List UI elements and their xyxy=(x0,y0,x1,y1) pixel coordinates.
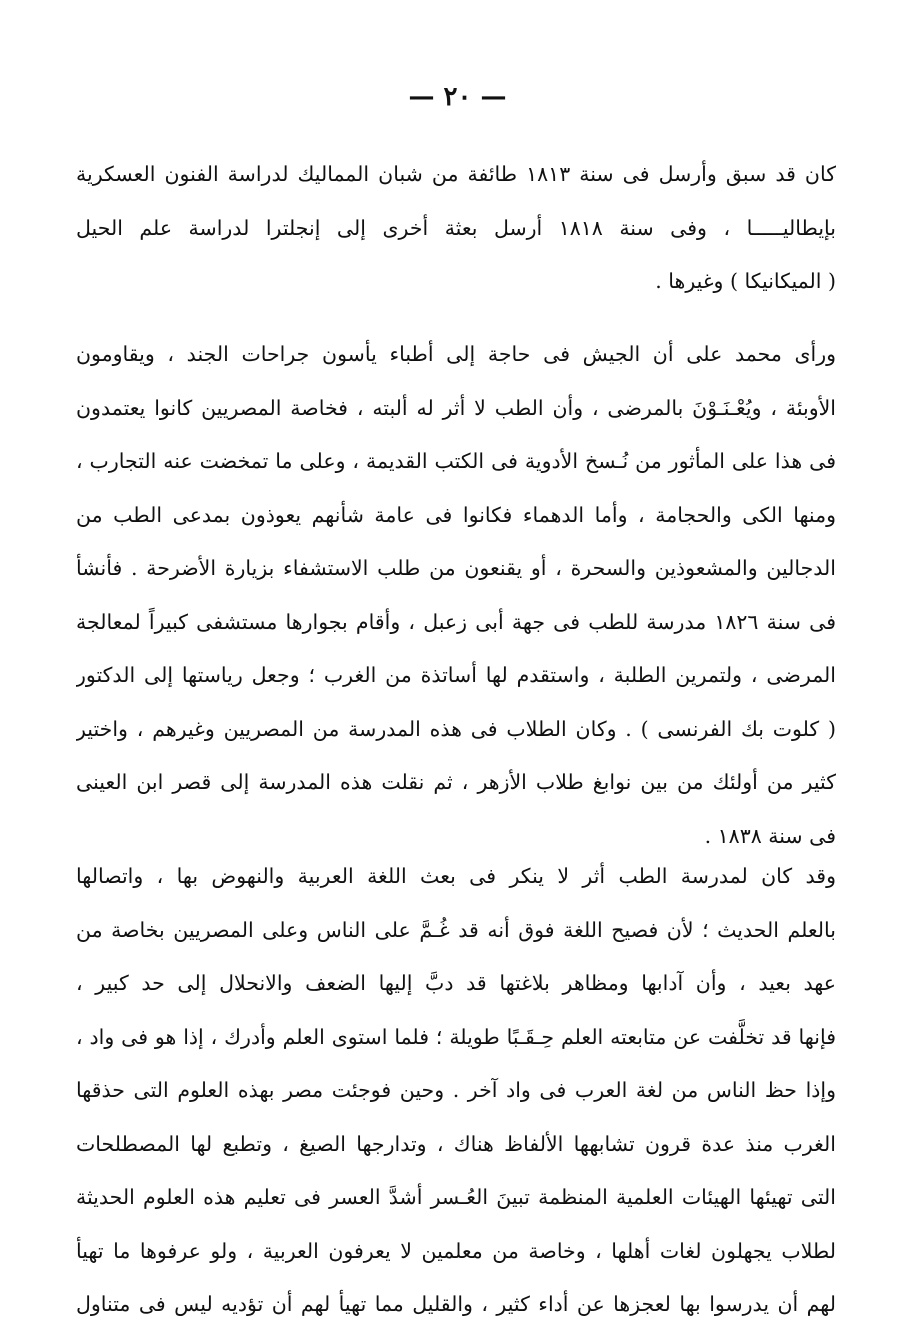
text-line: بإيطاليـــــا ، وفى سنة ١٨١٨ أرسل بعثة أخرى إلى إنجلترا لدراسة علم الحيل xyxy=(76,215,836,240)
text-line: لهم أن يدرسوا بها لعجزها عن أداء كثير ، والقليل مما تهيأ لهم أن تؤديه ليس فى متناول xyxy=(76,1292,836,1316)
text-line: لطلاب يجهلون لغات أهلها ، وخاصة من معلمين لا يعرفون العربية ، ولو عرفوها ما تهيأ xyxy=(76,1238,836,1263)
text-line: كان قد سبق وأرسل فى سنة ١٨١٣ طائفة من شبان المماليك لدراسة الفنون العسكرية xyxy=(76,162,836,186)
text-line: وإذا حظ الناس من لغة العرب فى واد آخر . وحين فوجئت مصر بهذه العلوم التى حذقها xyxy=(76,1078,836,1102)
paragraph-2 xyxy=(76,328,836,863)
text-line: الأوبئة ، ويُعْـنَـوْنَ بالمرضى ، وأن الطب لا أثر له ألبته ، فخاصة المصريين كانوا يعتمدون xyxy=(76,395,836,420)
text-line: ورأى محمد على أن الجيش فى حاجة إلى أطباء يأسون جراحات الجند ، ويقاومون xyxy=(76,342,836,366)
text-line: بالعلم الحديث ؛ لأن فصيح اللغة فوق أنه قد غُـمَّ على الناس وعلى المصريين بخاصة من xyxy=(76,917,836,942)
text-line: ( كلوت بك الفرنسى ) . وكان الطلاب فى هذه المدرسة من المصريين وغيرهم ، واختير xyxy=(76,716,836,741)
paragraph-1 xyxy=(76,148,836,309)
text-line: ومنها الكى والحجامة ، وأما الدهماء فكانوا فى عامة شأنهم يعوذون بمدعى الطب من xyxy=(76,502,836,527)
text-line: التى تهيئها الهيئات العلمية المنظمة تبينَ العُـسر أشدَّ العسر فى تعليم هذه العلوم الحديثة xyxy=(76,1185,836,1209)
text-line: فى سنة ١٨٣٨ . xyxy=(704,823,836,848)
text-line: عهد بعيد ، وأن آدابها ومظاهر بلاغتها قد دبَّ إليها الضعف والانحلال إلى حد كبير ، xyxy=(76,971,836,995)
text-line: فى هذا على المأثور من نُـسخ الأدوية فى الكتب القديمة ، وعلى ما تمخضت عنه التجارب ، xyxy=(76,449,836,473)
text-line: فإنها قد تخلَّفت عن متابعته العلم حِـقَـبًا طويلة ؛ فلما استوى العلم وأدرك ، إذا هو فى واد ، xyxy=(76,1024,836,1049)
text-line: المرضى ، ولتمرين الطلبة ، واستقدم لها أساتذة من الغرب ؛ وجعل رياستها إلى الدكتور xyxy=(76,663,836,687)
page-number: — ٢٠ — xyxy=(408,82,507,112)
text-line: الدجالين والمشعوذين والسحرة ، أو يقنعون من طلب الاستشفاء بزيارة الأضرحة . فأنشأ xyxy=(76,556,836,580)
text-line: الغرب منذ عدة قرون تشابهها الألفاظ هناك ، وتدارجها الصيغ ، وتطبع لها المصطلحات xyxy=(76,1131,836,1156)
text-line: كثير من أولئك من بين نوابغ طلاب الأزهر ، ثم نقلت هذه المدرسة إلى قصر ابن العينى xyxy=(76,770,836,794)
text-line: ( الميكانيكا ) وغيرها . xyxy=(655,269,836,293)
text-line: فى سنة ١٨٢٦ مدرسة للطب فى جهة أبى زعبل ، وأقام بجوارها مستشفى كبيراً لمعالجة xyxy=(76,609,836,634)
text-line: وقد كان لمدرسة الطب أثر لا ينكر فى بعث اللغة العربية والنهوض بها ، واتصالها xyxy=(76,864,836,888)
paragraph-3 xyxy=(76,850,836,1332)
